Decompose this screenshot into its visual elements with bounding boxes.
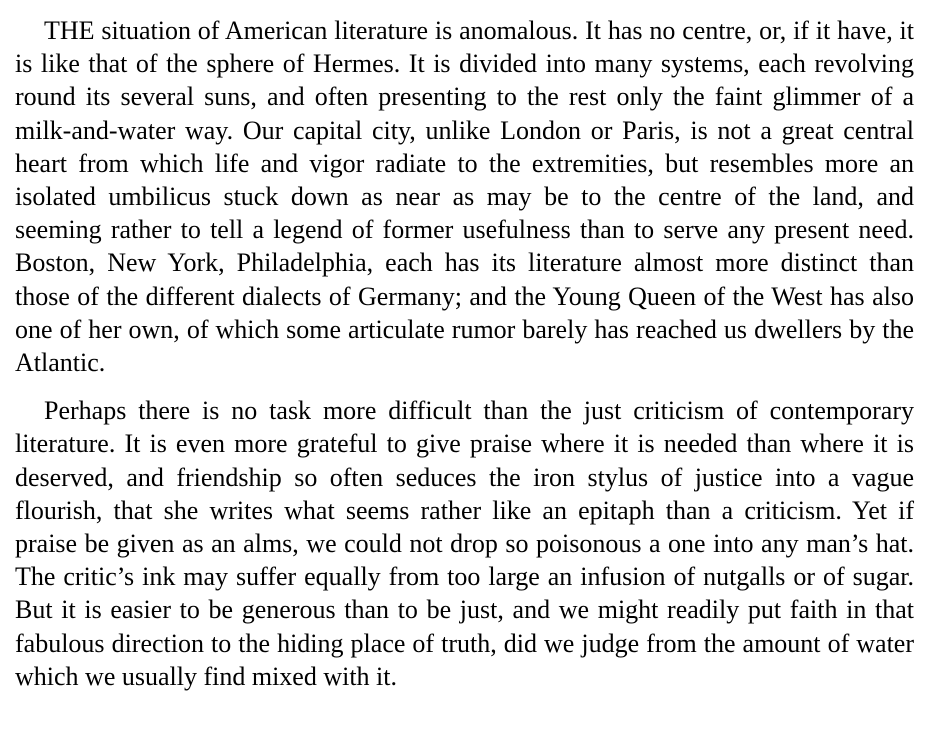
paragraph-criticism: Perhaps there is no task more difficult than the just criticism of contemporary literature. It is even more grateful to give praise where it is needed than where it is deserved, and friendship so often seduces the iron stylus of justice into a vague flourish, that she writes what seems rather like an epitaph than a criticism. Yet if praise be given as an alms, we could not drop so poisonous a one into any man’s hat. The critic’s ink may suffer equally from too large an infusion of nutgalls or of sugar. But it is easier to be generous than to be just, and we might readily put faith in that fabulous direction to the hiding place of truth, did we judge from the amount of water which we usually find mixed with it. [15,396,914,691]
paragraph-american-literature: THE situation of American literature is anomalous. It has no centre, or, if it have, it is like that of the sphere of Hermes. It is divided into many systems, each revolving round its several suns, and often presenting to the rest only the faint glimmer of a milk-and-water way. Our capital city, unlike London or Paris, is not a great central heart from which life and vigor radiate to the extremities, but resembles more an isolated umbilicus stuck down as near as may be to the centre of the land, and seeming rather to tell a legend of former usefulness than to serve any present need. Boston, New York, Philadelphia, each has its literature almost more distinct than those of the different dialects of Germany; and the Young Queen of the West has also one of her own, of which some articulate rumor barely has reached us dwellers by the Atlantic. [15,16,914,378]
